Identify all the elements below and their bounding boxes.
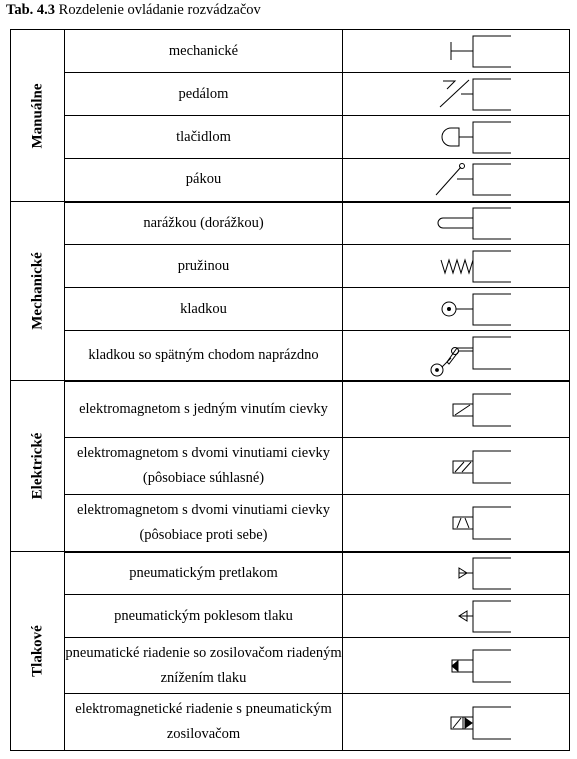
group-label: Mechanické — [29, 252, 45, 330]
row-symbol-cell — [343, 245, 570, 288]
row-symbol-cell — [343, 595, 570, 638]
table-row — [11, 116, 570, 159]
row-symbol-cell — [343, 73, 570, 116]
row-symbol-cell — [343, 116, 570, 159]
row-description: elektromagnetické riadenie s pneumatickým zosilovačom — [65, 694, 343, 751]
row-description: pneumatické riadenie so zosilovačom riadeným znížením tlaku — [65, 638, 343, 694]
double-winding-solenoid-opposed-icon — [343, 495, 569, 550]
table-row — [11, 694, 570, 751]
table-row — [11, 202, 570, 245]
row-description: kladkou so spätným chodom naprázdno — [65, 331, 343, 381]
row-description: elektromagnetom s dvomi vinutiami cievky (pôsobiace proti sebe) — [65, 495, 343, 552]
row-symbol-cell — [343, 694, 570, 751]
plunger-actuator-icon — [343, 203, 569, 244]
row-symbol-cell — [343, 552, 570, 595]
table-title: Rozdelenie ovládanie rozvádzačov — [58, 2, 261, 18]
row-symbol-cell — [343, 638, 570, 694]
roller-actuator-icon — [343, 289, 569, 330]
double-winding-solenoid-same-icon — [343, 439, 569, 494]
group-label: Elektrické — [29, 432, 45, 500]
row-description: tlačidlom — [65, 116, 343, 159]
table-row — [11, 30, 570, 73]
idle-return-roller-icon — [343, 331, 569, 379]
spring-actuator-icon — [343, 246, 569, 287]
row-description: narážkou (dorážkou) — [65, 202, 343, 245]
mechanical-actuator-icon — [343, 31, 569, 72]
lever-actuator-icon — [343, 159, 569, 200]
table-row — [11, 331, 570, 381]
row-description: kladkou — [65, 288, 343, 331]
table-row — [11, 381, 570, 438]
push-button-actuator-icon — [343, 117, 569, 158]
row-symbol-cell — [343, 30, 570, 73]
table-number: Tab. 4.3 — [6, 2, 56, 18]
table-row — [11, 245, 570, 288]
row-symbol-cell — [343, 438, 570, 495]
group-cell-manual — [11, 30, 65, 202]
row-description: pákou — [65, 159, 343, 202]
table-caption — [6, 0, 261, 20]
table-row — [11, 159, 570, 202]
pressure-released-icon — [343, 596, 569, 637]
row-description: elektromagnetom s dvomi vinutiami cievky (pôsobiace súhlasné) — [65, 438, 343, 495]
row-description: pneumatickým pretlakom — [65, 552, 343, 595]
table-row — [11, 638, 570, 694]
row-description: mechanické — [65, 30, 343, 73]
row-description: pružinou — [65, 245, 343, 288]
group-cell-mechanical — [11, 202, 65, 381]
group-cell-pressure — [11, 552, 65, 751]
group-label: Tlakové — [29, 625, 45, 677]
table-row — [11, 552, 570, 595]
single-winding-solenoid-icon — [343, 382, 569, 437]
table-row — [11, 595, 570, 638]
row-description: elektromagnetom s jedným vinutím cievky — [65, 381, 343, 438]
actuation-table — [10, 29, 570, 751]
row-description: pneumatickým poklesom tlaku — [65, 595, 343, 638]
pressure-applied-icon — [343, 553, 569, 594]
table-row — [11, 73, 570, 116]
table-row — [11, 495, 570, 552]
table-row — [11, 438, 570, 495]
table-row — [11, 288, 570, 331]
group-cell-electrical — [11, 381, 65, 552]
row-symbol-cell — [343, 495, 570, 552]
row-symbol-cell — [343, 331, 570, 381]
group-label: Manuálne — [29, 82, 45, 149]
solenoid-pilot-amplifier-icon — [343, 695, 569, 750]
row-description: pedálom — [65, 73, 343, 116]
row-symbol-cell — [343, 288, 570, 331]
row-symbol-cell — [343, 202, 570, 245]
row-symbol-cell — [343, 159, 570, 202]
row-symbol-cell — [343, 381, 570, 438]
pilot-pressure-release-amplifier-icon — [343, 639, 569, 693]
pedal-actuator-icon — [343, 74, 569, 115]
